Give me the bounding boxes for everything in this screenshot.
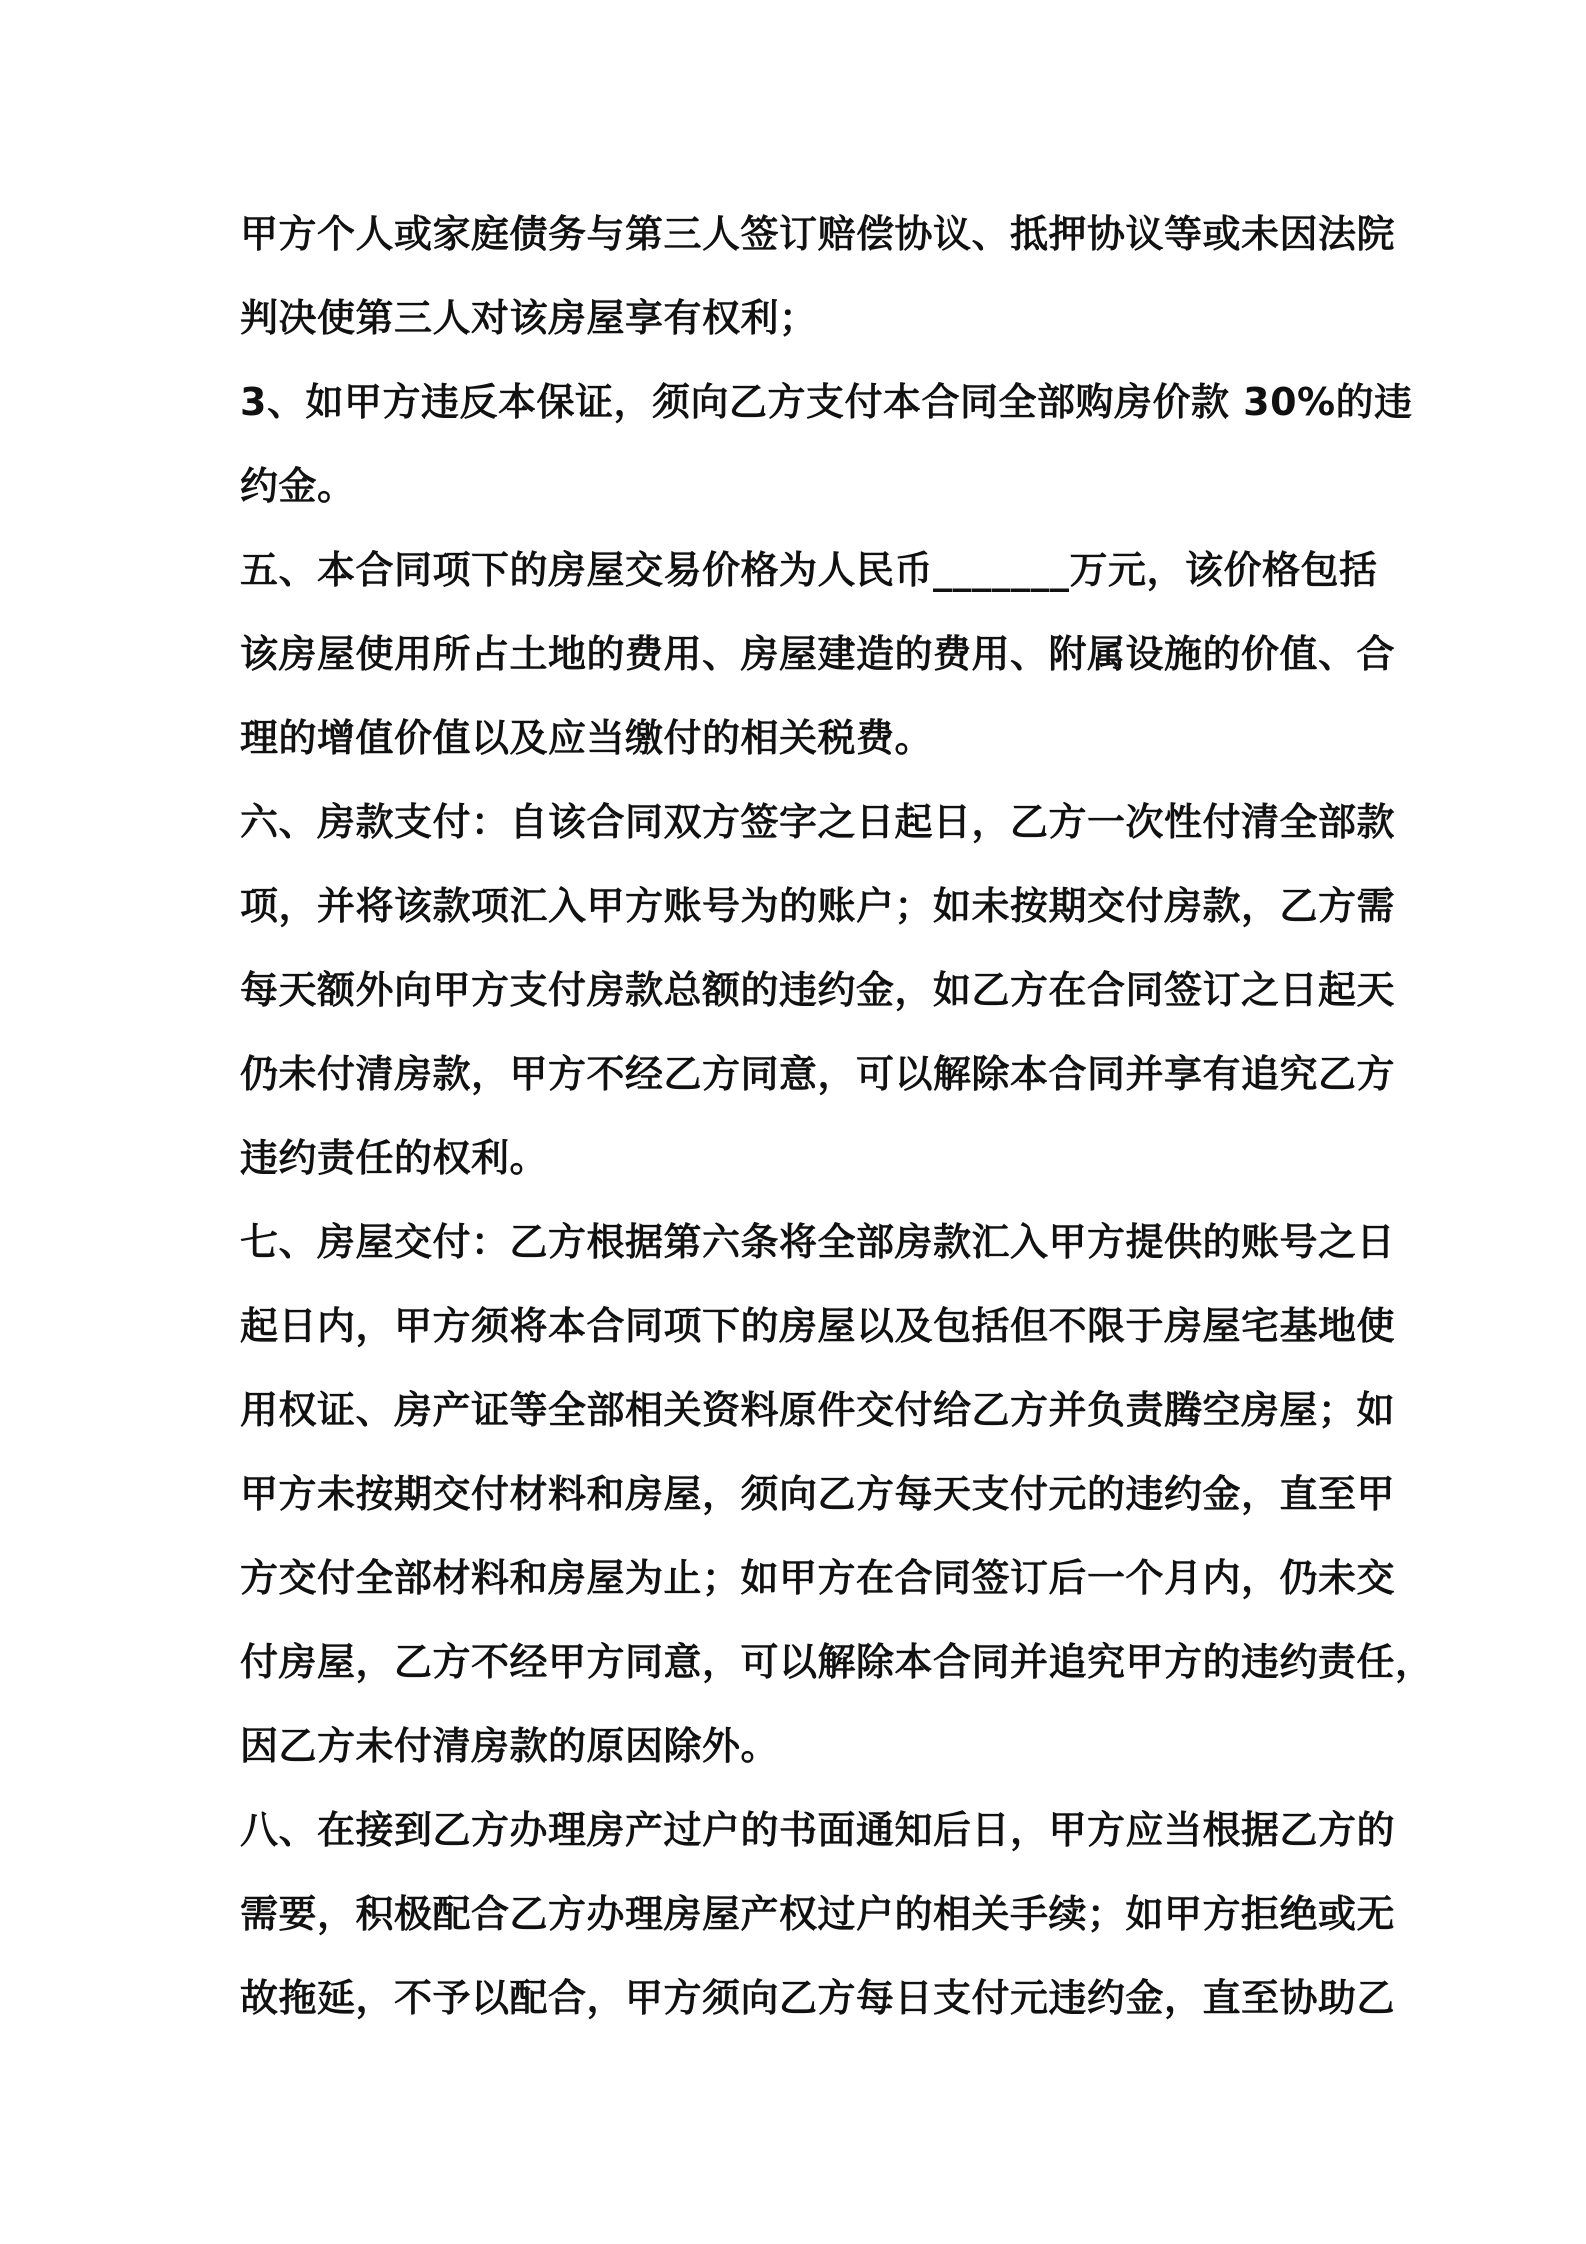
text-line: 六、房款支付：自该合同双方签字之日起日，乙方一次性付清全部款 [240,800,1396,844]
text-line: 每天额外向甲方支付房款总额的违约金，如乙方在合同签订之日起天 [240,968,1396,1012]
text-line: 甲方个人或家庭债务与第三人签订赔偿协议、抵押协议等或未因法院 [240,212,1396,256]
text-line: 八、在接到乙方办理房产过户的书面通知后日，甲方应当根据乙方的 [240,1808,1396,1852]
text-line: 3、如甲方违反本保证，须向乙方支付本合同全部购房价款 30%的违 [240,380,1413,424]
contract-body [240,192,1434,2040]
text-line: 理的增值价值以及应当缴付的相关税费。 [240,716,934,760]
text-line: 该房屋使用所占土地的费用、房屋建造的费用、附属设施的价值、合 [240,632,1396,676]
text-line: 仍未付清房款，甲方不经乙方同意，可以解除本合同并享有追究乙方 [240,1052,1396,1096]
text-line: 约金。 [240,464,356,508]
text-line: 因乙方未付清房款的原因除外。 [240,1724,780,1768]
text-line: 方交付全部材料和房屋为止；如甲方在合同签订后一个月内，仍未交 [240,1556,1396,1600]
text-line: 判决使第三人对该房屋享有权利； [240,296,818,340]
text-line: 付房屋，乙方不经甲方同意，可以解除本合同并追究甲方的违约责任， [240,1640,1434,1684]
text-line: 项，并将该款项汇入甲方账号为的账户；如未按期交付房款，乙方需 [240,884,1396,928]
text-line: 起日内，甲方须将本合同项下的房屋以及包括但不限于房屋宅基地使 [240,1304,1396,1348]
text-line: 故拖延，不予以配合，甲方须向乙方每日支付元违约金，直至协助乙 [240,1976,1396,2020]
text-line: 用权证、房产证等全部相关资料原件交付给乙方并负责腾空房屋；如 [240,1388,1396,1432]
text-line: 五、本合同项下的房屋交易价格为人民币_______万元，该价格包括 [240,548,1378,592]
text-line: 违约责任的权利。 [240,1136,549,1180]
text-line: 需要，积极配合乙方办理房屋产权过户的相关手续；如甲方拒绝或无 [240,1892,1396,1936]
text-line: 甲方未按期交付材料和房屋，须向乙方每天支付元的违约金，直至甲 [240,1472,1396,1516]
text-line: 七、房屋交付：乙方根据第六条将全部房款汇入甲方提供的账号之日 [240,1220,1396,1264]
